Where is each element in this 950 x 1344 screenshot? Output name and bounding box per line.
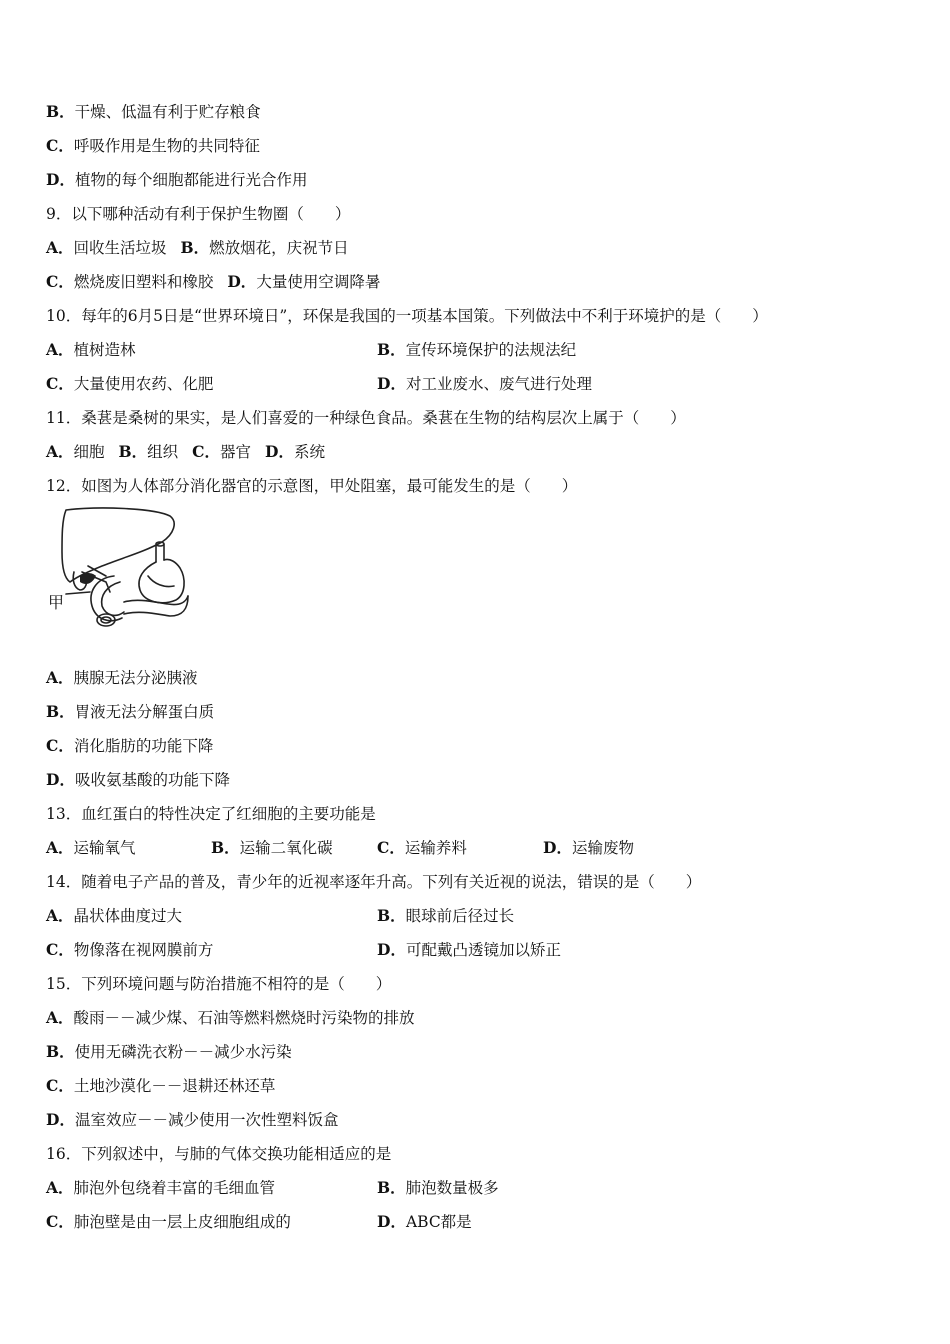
question-14-option-c: C．物像落在视网膜前方 <box>46 940 214 959</box>
question-16-stem: 16．下列叙述中，与肺的气体交换功能相适应的是 <box>46 1145 392 1163</box>
question-13-option-a: A．运输氧气 <box>46 838 136 857</box>
question-10-option-d: D．对工业废水、废气进行处理 <box>377 374 592 393</box>
question-13-option-d: D．运输废物 <box>543 838 634 857</box>
question-10-option-b: B．宣传环境保护的法规法纪 <box>377 340 577 359</box>
question-10-option-c: C．大量使用农药、化肥 <box>46 374 214 393</box>
option-b: B．干燥、低温有利于贮存粮食 <box>46 102 261 121</box>
question-16-option-a: A．肺泡外包绕着丰富的毛细血管 <box>46 1178 276 1197</box>
question-16-option-b: B．肺泡数量极多 <box>377 1178 499 1197</box>
question-12-option-a: A．胰腺无法分泌胰液 <box>46 668 198 687</box>
question-10-stem: 10．每年的6月5日是“世界环境日”，环保是我国的一项基本国策。下列做法中不利于环境护的是（ ） <box>46 307 768 325</box>
question-12-option-d: D．吸收氨基酸的功能下降 <box>46 770 230 789</box>
question-10-options-ab: A．植树造林 <box>46 340 136 359</box>
question-14-option-d: D．可配戴凸透镜加以矫正 <box>377 940 561 959</box>
question-9-options-cd: C．燃烧废旧塑料和橡胶 D．大量使用空调降暑 <box>46 272 381 291</box>
digestive-organs-figure <box>44 506 194 634</box>
question-15-option-a: A．酸雨－－减少煤、石油等燃料燃烧时污染物的排放 <box>46 1008 415 1027</box>
question-13-stem: 13．血红蛋白的特性决定了红细胞的主要功能是 <box>46 805 376 823</box>
question-15-option-c: C．土地沙漠化－－退耕还林还草 <box>46 1076 276 1095</box>
question-16-option-d: D．ABC都是 <box>377 1212 472 1231</box>
question-16-option-c: C．肺泡壁是由一层上皮细胞组成的 <box>46 1212 291 1231</box>
question-13-option-b: B．运输二氧化碳 <box>211 838 333 857</box>
question-15-option-b: B．使用无磷洗衣粉－－减少水污染 <box>46 1042 292 1061</box>
question-9-options-ab: A．回收生活垃圾 B．燃放烟花，庆祝节日 <box>46 238 349 257</box>
question-15-option-d: D．温室效应－－减少使用一次性塑料饭盒 <box>46 1110 339 1129</box>
question-9-stem: 9．以下哪种活动有利于保护生物圈（ ） <box>46 205 351 223</box>
option-c: C．呼吸作用是生物的共同特征 <box>46 136 260 155</box>
question-14-option-a: A．晶状体曲度过大 <box>46 906 183 925</box>
question-15-stem: 15．下列环境问题与防治措施不相符的是（ ） <box>46 975 392 993</box>
question-14-option-b: B．眼球前后径过长 <box>377 906 515 925</box>
question-14-stem: 14．随着电子产品的普及，青少年的近视率逐年升高。下列有关近视的说法，错误的是（ ） <box>46 873 702 891</box>
question-12-option-b: B．胃液无法分解蛋白质 <box>46 702 215 721</box>
question-12-option-c: C．消化脂肪的功能下降 <box>46 736 214 755</box>
option-d: D．植物的每个细胞都能进行光合作用 <box>46 170 308 189</box>
figure-label-jia: 甲 <box>48 593 65 612</box>
question-11-stem: 11．桑葚是桑树的果实，是人们喜爱的一种绿色食品。桑葚在生物的结构层次上属于（ ） <box>46 409 686 427</box>
question-11-options: A．细胞 B．组织 C．器官 D．系统 <box>46 442 325 461</box>
question-12-stem: 12．如图为人体部分消化器官的示意图，甲处阻塞，最可能发生的是（ ） <box>46 477 578 495</box>
digestive-organs-diagram <box>44 506 194 634</box>
question-13-option-c: C．运输养料 <box>377 838 467 857</box>
